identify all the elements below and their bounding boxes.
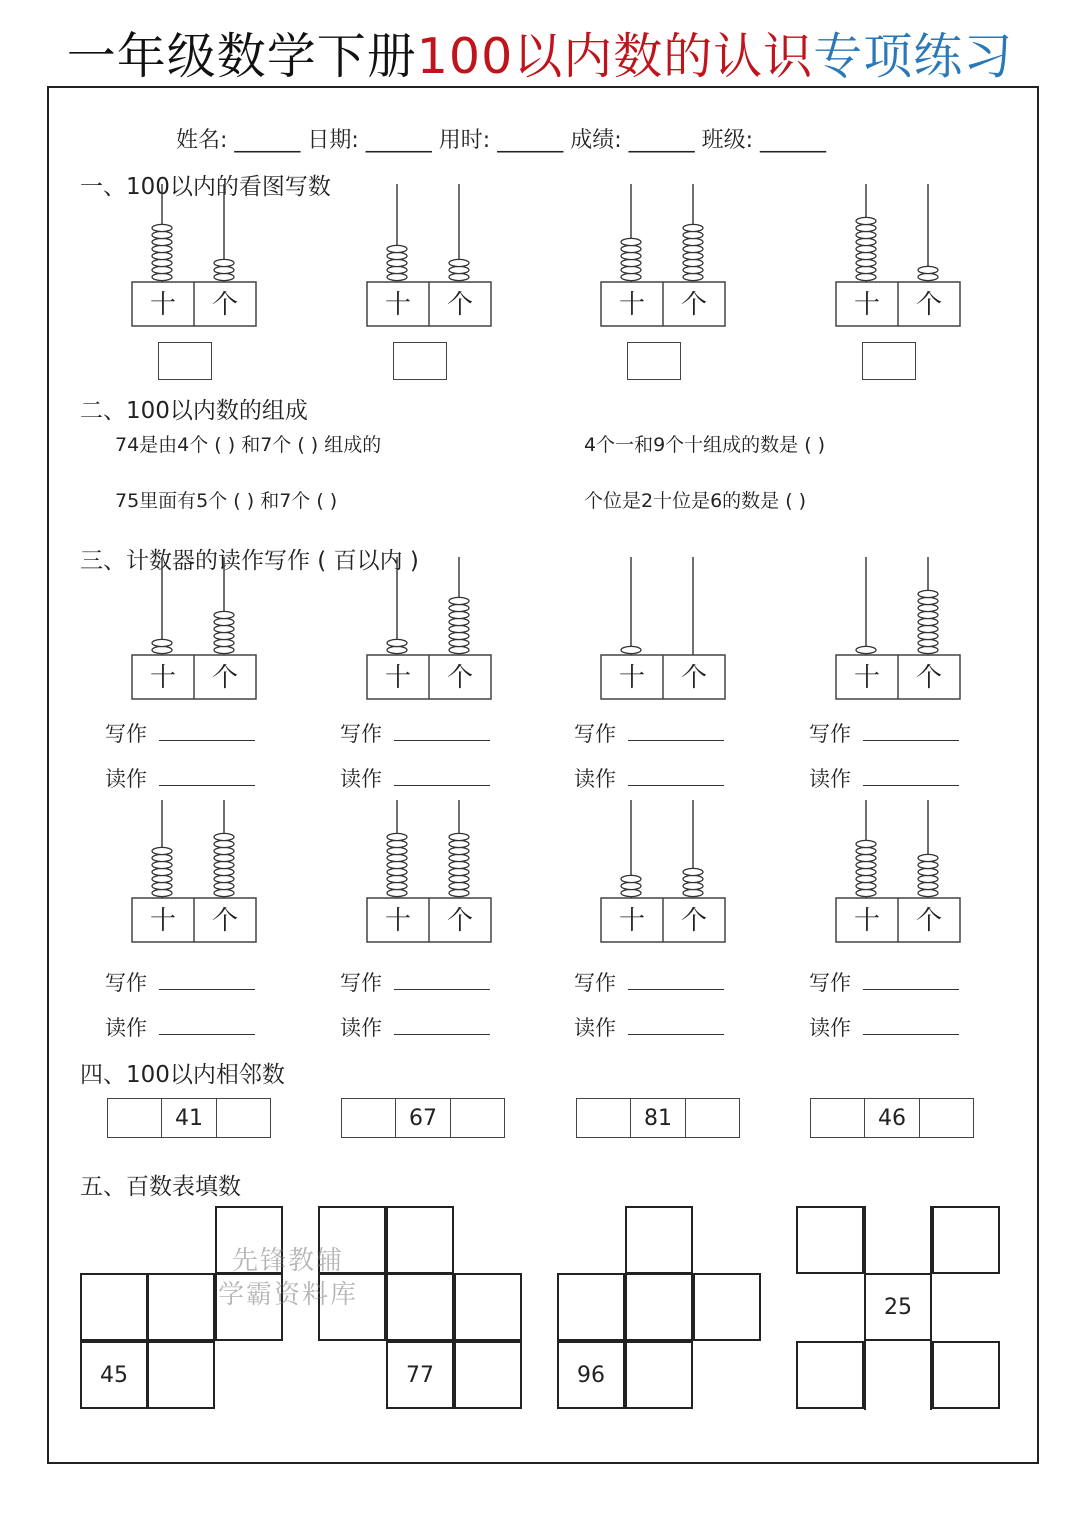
ones-bead <box>918 861 938 868</box>
adjacent-before[interactable] <box>342 1099 395 1137</box>
section1-title: 一、100以内的看图写数 <box>80 174 331 200</box>
ones-label: 个 <box>680 906 708 936</box>
grid4-cell[interactable] <box>932 1206 1000 1274</box>
tens-label: 十 <box>384 290 412 320</box>
tens-label: 十 <box>149 290 177 320</box>
grid2-cell[interactable] <box>386 1206 454 1274</box>
grid1-given-cell: 45 <box>80 1341 148 1409</box>
ones-bead <box>214 868 234 875</box>
ones-bead <box>449 854 469 861</box>
tens-bead <box>621 259 641 266</box>
ones-bead <box>449 840 469 847</box>
grid4-bottom-edge <box>864 1339 932 1341</box>
write-label: 写作 <box>340 971 382 995</box>
ones-bead <box>918 875 938 882</box>
ones-bead <box>214 882 234 889</box>
ones-bead <box>683 245 703 252</box>
answer-box-2[interactable] <box>393 342 447 380</box>
ones-bead <box>214 639 234 646</box>
tens-label: 十 <box>149 663 177 693</box>
answer-underline[interactable] <box>394 971 490 990</box>
ones-bead <box>214 646 234 653</box>
read-label: 读作 <box>809 767 851 791</box>
section1-abacus-1 <box>130 178 260 328</box>
composition-question-4: 个位是2十位是6的数是 ( ) <box>584 490 807 512</box>
section3-row1-abacus-2 <box>365 551 495 701</box>
ones-bead <box>449 625 469 632</box>
ones-bead <box>214 632 234 639</box>
tens-bead <box>621 252 641 259</box>
ones-bead <box>214 273 234 280</box>
section1-abacus-4 <box>834 178 964 328</box>
ones-label: 个 <box>915 906 943 936</box>
grid2-cell[interactable] <box>454 1341 522 1409</box>
grid4-right-edge <box>930 1206 932 1410</box>
ones-bead <box>918 611 938 618</box>
tens-bead <box>856 854 876 861</box>
tens-label: 十 <box>149 906 177 936</box>
tens-label: 十 <box>384 663 412 693</box>
ones-bead <box>214 833 234 840</box>
ones-bead <box>449 882 469 889</box>
write-line-2[interactable] <box>340 718 490 748</box>
tens-bead <box>621 238 641 245</box>
section5-title: 五、百数表填数 <box>80 1174 241 1200</box>
read-label: 读作 <box>105 767 147 791</box>
ones-label: 个 <box>211 906 239 936</box>
tens-bead <box>387 273 407 280</box>
tens-bead <box>152 639 172 646</box>
tens-bead <box>387 266 407 273</box>
grid4-cell[interactable] <box>932 1341 1000 1409</box>
tens-bead <box>387 882 407 889</box>
ones-bead <box>449 847 469 854</box>
ones-bead <box>683 882 703 889</box>
read-line-4[interactable] <box>809 763 959 793</box>
read-line-8[interactable] <box>809 1012 959 1042</box>
tens-bead <box>856 259 876 266</box>
tens-bead <box>152 238 172 245</box>
composition-question-3: 75里面有5个 ( ) 和7个 ( ) <box>115 490 338 512</box>
adjacent-before[interactable] <box>577 1099 630 1137</box>
tens-bead <box>621 875 641 882</box>
ones-bead <box>449 889 469 896</box>
ones-bead <box>214 854 234 861</box>
ones-label: 个 <box>915 290 943 320</box>
ones-label: 个 <box>446 290 474 320</box>
answer-underline[interactable] <box>863 767 959 786</box>
write-label: 写作 <box>574 971 616 995</box>
tens-bead <box>387 840 407 847</box>
tens-bead <box>387 889 407 896</box>
tens-bead <box>387 861 407 868</box>
write-line-7[interactable] <box>574 967 724 997</box>
grid3-given-cell: 96 <box>557 1341 625 1409</box>
ones-bead <box>918 854 938 861</box>
tens-label: 十 <box>618 290 646 320</box>
answer-underline[interactable] <box>628 767 724 786</box>
adjacent-after[interactable] <box>919 1099 973 1137</box>
grid3-cell[interactable] <box>557 1273 625 1341</box>
read-line-6[interactable] <box>340 1012 490 1042</box>
tens-bead <box>856 847 876 854</box>
ones-bead <box>449 833 469 840</box>
ones-bead <box>449 259 469 266</box>
title-part3: 专项练习 <box>813 28 1014 85</box>
tens-bead <box>621 266 641 273</box>
tens-bead <box>621 646 641 653</box>
ones-bead <box>918 597 938 604</box>
answer-underline[interactable] <box>394 767 490 786</box>
adjacent-after[interactable] <box>216 1099 270 1137</box>
tens-bead <box>856 882 876 889</box>
tens-bead <box>856 875 876 882</box>
tens-bead <box>152 847 172 854</box>
answer-underline[interactable] <box>863 722 959 741</box>
answer-underline[interactable] <box>159 971 255 990</box>
ones-bead <box>918 632 938 639</box>
answer-underline[interactable] <box>628 1016 724 1035</box>
answer-box-4[interactable] <box>862 342 916 380</box>
ones-label: 个 <box>680 663 708 693</box>
ones-bead <box>683 273 703 280</box>
ones-bead <box>214 889 234 896</box>
ones-bead <box>449 875 469 882</box>
write-label: 写作 <box>809 971 851 995</box>
answer-underline[interactable] <box>628 971 724 990</box>
tens-bead <box>387 646 407 653</box>
tens-bead <box>856 231 876 238</box>
adjacent-after[interactable] <box>685 1099 739 1137</box>
tens-bead <box>152 259 172 266</box>
ones-bead <box>918 868 938 875</box>
tens-bead <box>621 882 641 889</box>
write-label: 写作 <box>105 722 147 746</box>
ones-bead <box>214 847 234 854</box>
ones-label: 个 <box>680 290 708 320</box>
ones-bead <box>214 266 234 273</box>
section2-title: 二、100以内数的组成 <box>80 398 308 424</box>
adjacent-after[interactable] <box>450 1099 504 1137</box>
ones-bead <box>683 224 703 231</box>
section3-row2-abacus-3 <box>599 794 729 944</box>
ones-bead <box>918 266 938 273</box>
adjacent-number-box-4[interactable] <box>810 1098 974 1138</box>
section3-row2-abacus-4 <box>834 794 964 944</box>
tens-bead <box>856 273 876 280</box>
tens-bead <box>856 245 876 252</box>
adjacent-before[interactable] <box>811 1099 864 1137</box>
ones-bead <box>449 597 469 604</box>
write-line-8[interactable] <box>809 967 959 997</box>
watermark-line2: 学霸资料库 <box>218 1280 359 1310</box>
write-label: 写作 <box>105 971 147 995</box>
read-line-3[interactable] <box>574 763 724 793</box>
answer-box-1[interactable] <box>158 342 212 380</box>
tens-label: 十 <box>853 906 881 936</box>
section3-row2-abacus-2 <box>365 794 495 944</box>
read-label: 读作 <box>105 1016 147 1040</box>
ones-label: 个 <box>446 663 474 693</box>
title-part1: 一年级数学下册 <box>66 28 417 85</box>
ones-bead <box>449 632 469 639</box>
watermark-line1: 先锋教辅 <box>232 1246 345 1276</box>
grid3-cell[interactable] <box>625 1273 693 1341</box>
tens-bead <box>152 224 172 231</box>
ones-bead <box>683 868 703 875</box>
tens-bead <box>387 252 407 259</box>
answer-underline[interactable] <box>159 767 255 786</box>
read-line-5[interactable] <box>105 1012 255 1042</box>
section3-row2-abacus-1 <box>130 794 260 944</box>
section3-row1-abacus-1 <box>130 551 260 701</box>
tens-bead <box>387 854 407 861</box>
tens-bead <box>152 875 172 882</box>
ones-bead <box>449 639 469 646</box>
tens-bead <box>387 868 407 875</box>
answer-underline[interactable] <box>159 1016 255 1035</box>
ones-bead <box>449 868 469 875</box>
title-part2: 100以内数的认识 <box>416 28 814 85</box>
adjacent-number-box-2[interactable] <box>341 1098 505 1138</box>
grid2-cell[interactable] <box>386 1273 454 1341</box>
adjacent-given: 81 <box>630 1099 684 1137</box>
tens-label: 十 <box>618 663 646 693</box>
tens-bead <box>856 224 876 231</box>
tens-bead <box>152 266 172 273</box>
grid3-cell[interactable] <box>625 1341 693 1409</box>
tens-bead <box>152 245 172 252</box>
write-label: 写作 <box>809 722 851 746</box>
tens-bead <box>152 854 172 861</box>
tens-bead <box>387 259 407 266</box>
answer-underline[interactable] <box>863 971 959 990</box>
tens-bead <box>152 882 172 889</box>
read-label: 读作 <box>340 1016 382 1040</box>
ones-label: 个 <box>915 663 943 693</box>
tens-label: 十 <box>384 906 412 936</box>
tens-bead <box>856 217 876 224</box>
adjacent-given: 46 <box>864 1099 918 1137</box>
ones-bead <box>683 259 703 266</box>
read-line-2[interactable] <box>340 763 490 793</box>
read-label: 读作 <box>809 1016 851 1040</box>
answer-underline[interactable] <box>394 722 490 741</box>
tens-label: 十 <box>618 906 646 936</box>
ones-bead <box>214 259 234 266</box>
ones-bead <box>214 611 234 618</box>
section3-row1-abacus-4 <box>834 551 964 701</box>
section3-row1-abacus-3 <box>599 551 729 701</box>
grid1-cell[interactable] <box>147 1341 215 1409</box>
grid4-cell[interactable] <box>796 1206 864 1274</box>
ones-bead <box>683 238 703 245</box>
ones-bead <box>214 861 234 868</box>
ones-bead <box>918 604 938 611</box>
grid4-left-edge <box>864 1206 866 1410</box>
composition-question-2: 4个一和9个十组成的数是 ( ) <box>584 434 826 456</box>
ones-bead <box>918 646 938 653</box>
tens-bead <box>856 840 876 847</box>
ones-bead <box>214 618 234 625</box>
ones-label: 个 <box>211 290 239 320</box>
tens-bead <box>856 868 876 875</box>
answer-underline[interactable] <box>159 722 255 741</box>
section4-title: 四、100以内相邻数 <box>80 1062 285 1088</box>
ones-bead <box>918 889 938 896</box>
write-line-6[interactable] <box>340 967 490 997</box>
ones-bead <box>449 604 469 611</box>
tens-bead <box>387 639 407 646</box>
answer-underline[interactable] <box>628 722 724 741</box>
ones-bead <box>918 639 938 646</box>
adjacent-number-box-1[interactable] <box>107 1098 271 1138</box>
read-label: 读作 <box>340 767 382 791</box>
tens-bead <box>387 847 407 854</box>
ones-bead <box>683 252 703 259</box>
tens-bead <box>152 861 172 868</box>
tens-label: 十 <box>853 290 881 320</box>
grid2-given-cell: 77 <box>386 1341 454 1409</box>
adjacent-given: 67 <box>395 1099 449 1137</box>
grid4-given-cell: 25 <box>864 1273 932 1341</box>
ones-label: 个 <box>211 663 239 693</box>
read-label: 读作 <box>574 1016 616 1040</box>
write-line-4[interactable] <box>809 718 959 748</box>
ones-bead <box>683 889 703 896</box>
ones-bead <box>449 611 469 618</box>
tens-bead <box>856 266 876 273</box>
ones-bead <box>214 840 234 847</box>
tens-bead <box>387 833 407 840</box>
tens-bead <box>856 861 876 868</box>
ones-bead <box>449 618 469 625</box>
ones-bead <box>918 618 938 625</box>
tens-bead <box>152 273 172 280</box>
answer-underline[interactable] <box>394 1016 490 1035</box>
ones-bead <box>683 266 703 273</box>
ones-bead <box>918 625 938 632</box>
ones-bead <box>214 625 234 632</box>
tens-bead <box>621 245 641 252</box>
section1-abacus-3 <box>599 178 729 328</box>
tens-bead <box>152 868 172 875</box>
composition-question-1: 74是由4个 ( ) 和7个 ( ) 组成的 <box>115 434 382 456</box>
read-line-7[interactable] <box>574 1012 724 1042</box>
tens-bead <box>152 646 172 653</box>
student-info-line: 姓名: ______ 日期: ______ 用时: ______ 成绩: ______ 班级: ______ <box>176 128 826 153</box>
tens-bead <box>152 889 172 896</box>
grid1-cell[interactable] <box>80 1273 148 1341</box>
ones-bead <box>683 231 703 238</box>
page-title <box>0 18 1080 88</box>
ones-bead <box>449 646 469 653</box>
ones-bead <box>918 273 938 280</box>
section3-title: 三、计数器的读作写作 ( 百以内 ) <box>80 548 419 574</box>
grid4-top-edge <box>864 1273 932 1275</box>
grid3-cell[interactable] <box>693 1273 761 1341</box>
ones-label: 个 <box>446 906 474 936</box>
write-label: 写作 <box>574 722 616 746</box>
read-line-1[interactable] <box>105 763 255 793</box>
tens-bead <box>856 646 876 653</box>
grid3-cell[interactable] <box>625 1206 693 1274</box>
tens-bead <box>387 245 407 252</box>
tens-label: 十 <box>853 663 881 693</box>
tens-bead <box>152 252 172 259</box>
grid4-cell[interactable] <box>796 1341 864 1409</box>
tens-bead <box>856 238 876 245</box>
write-label: 写作 <box>340 722 382 746</box>
write-line-3[interactable] <box>574 718 724 748</box>
adjacent-before[interactable] <box>108 1099 161 1137</box>
ones-bead <box>683 875 703 882</box>
read-label: 读作 <box>574 767 616 791</box>
ones-bead <box>449 266 469 273</box>
answer-box-3[interactable] <box>627 342 681 380</box>
write-line-1[interactable] <box>105 718 255 748</box>
tens-bead <box>856 252 876 259</box>
write-line-5[interactable] <box>105 967 255 997</box>
ones-bead <box>449 273 469 280</box>
tens-bead <box>152 231 172 238</box>
ones-bead <box>918 590 938 597</box>
ones-bead <box>449 861 469 868</box>
tens-bead <box>387 875 407 882</box>
ones-bead <box>214 875 234 882</box>
ones-bead <box>918 882 938 889</box>
tens-bead <box>856 889 876 896</box>
adjacent-number-box-3[interactable] <box>576 1098 740 1138</box>
tens-bead <box>621 889 641 896</box>
tens-bead <box>621 273 641 280</box>
section1-abacus-2 <box>365 178 495 328</box>
grid1-cell[interactable] <box>147 1273 215 1341</box>
answer-underline[interactable] <box>863 1016 959 1035</box>
adjacent-given: 41 <box>161 1099 215 1137</box>
grid2-cell[interactable] <box>454 1273 522 1341</box>
